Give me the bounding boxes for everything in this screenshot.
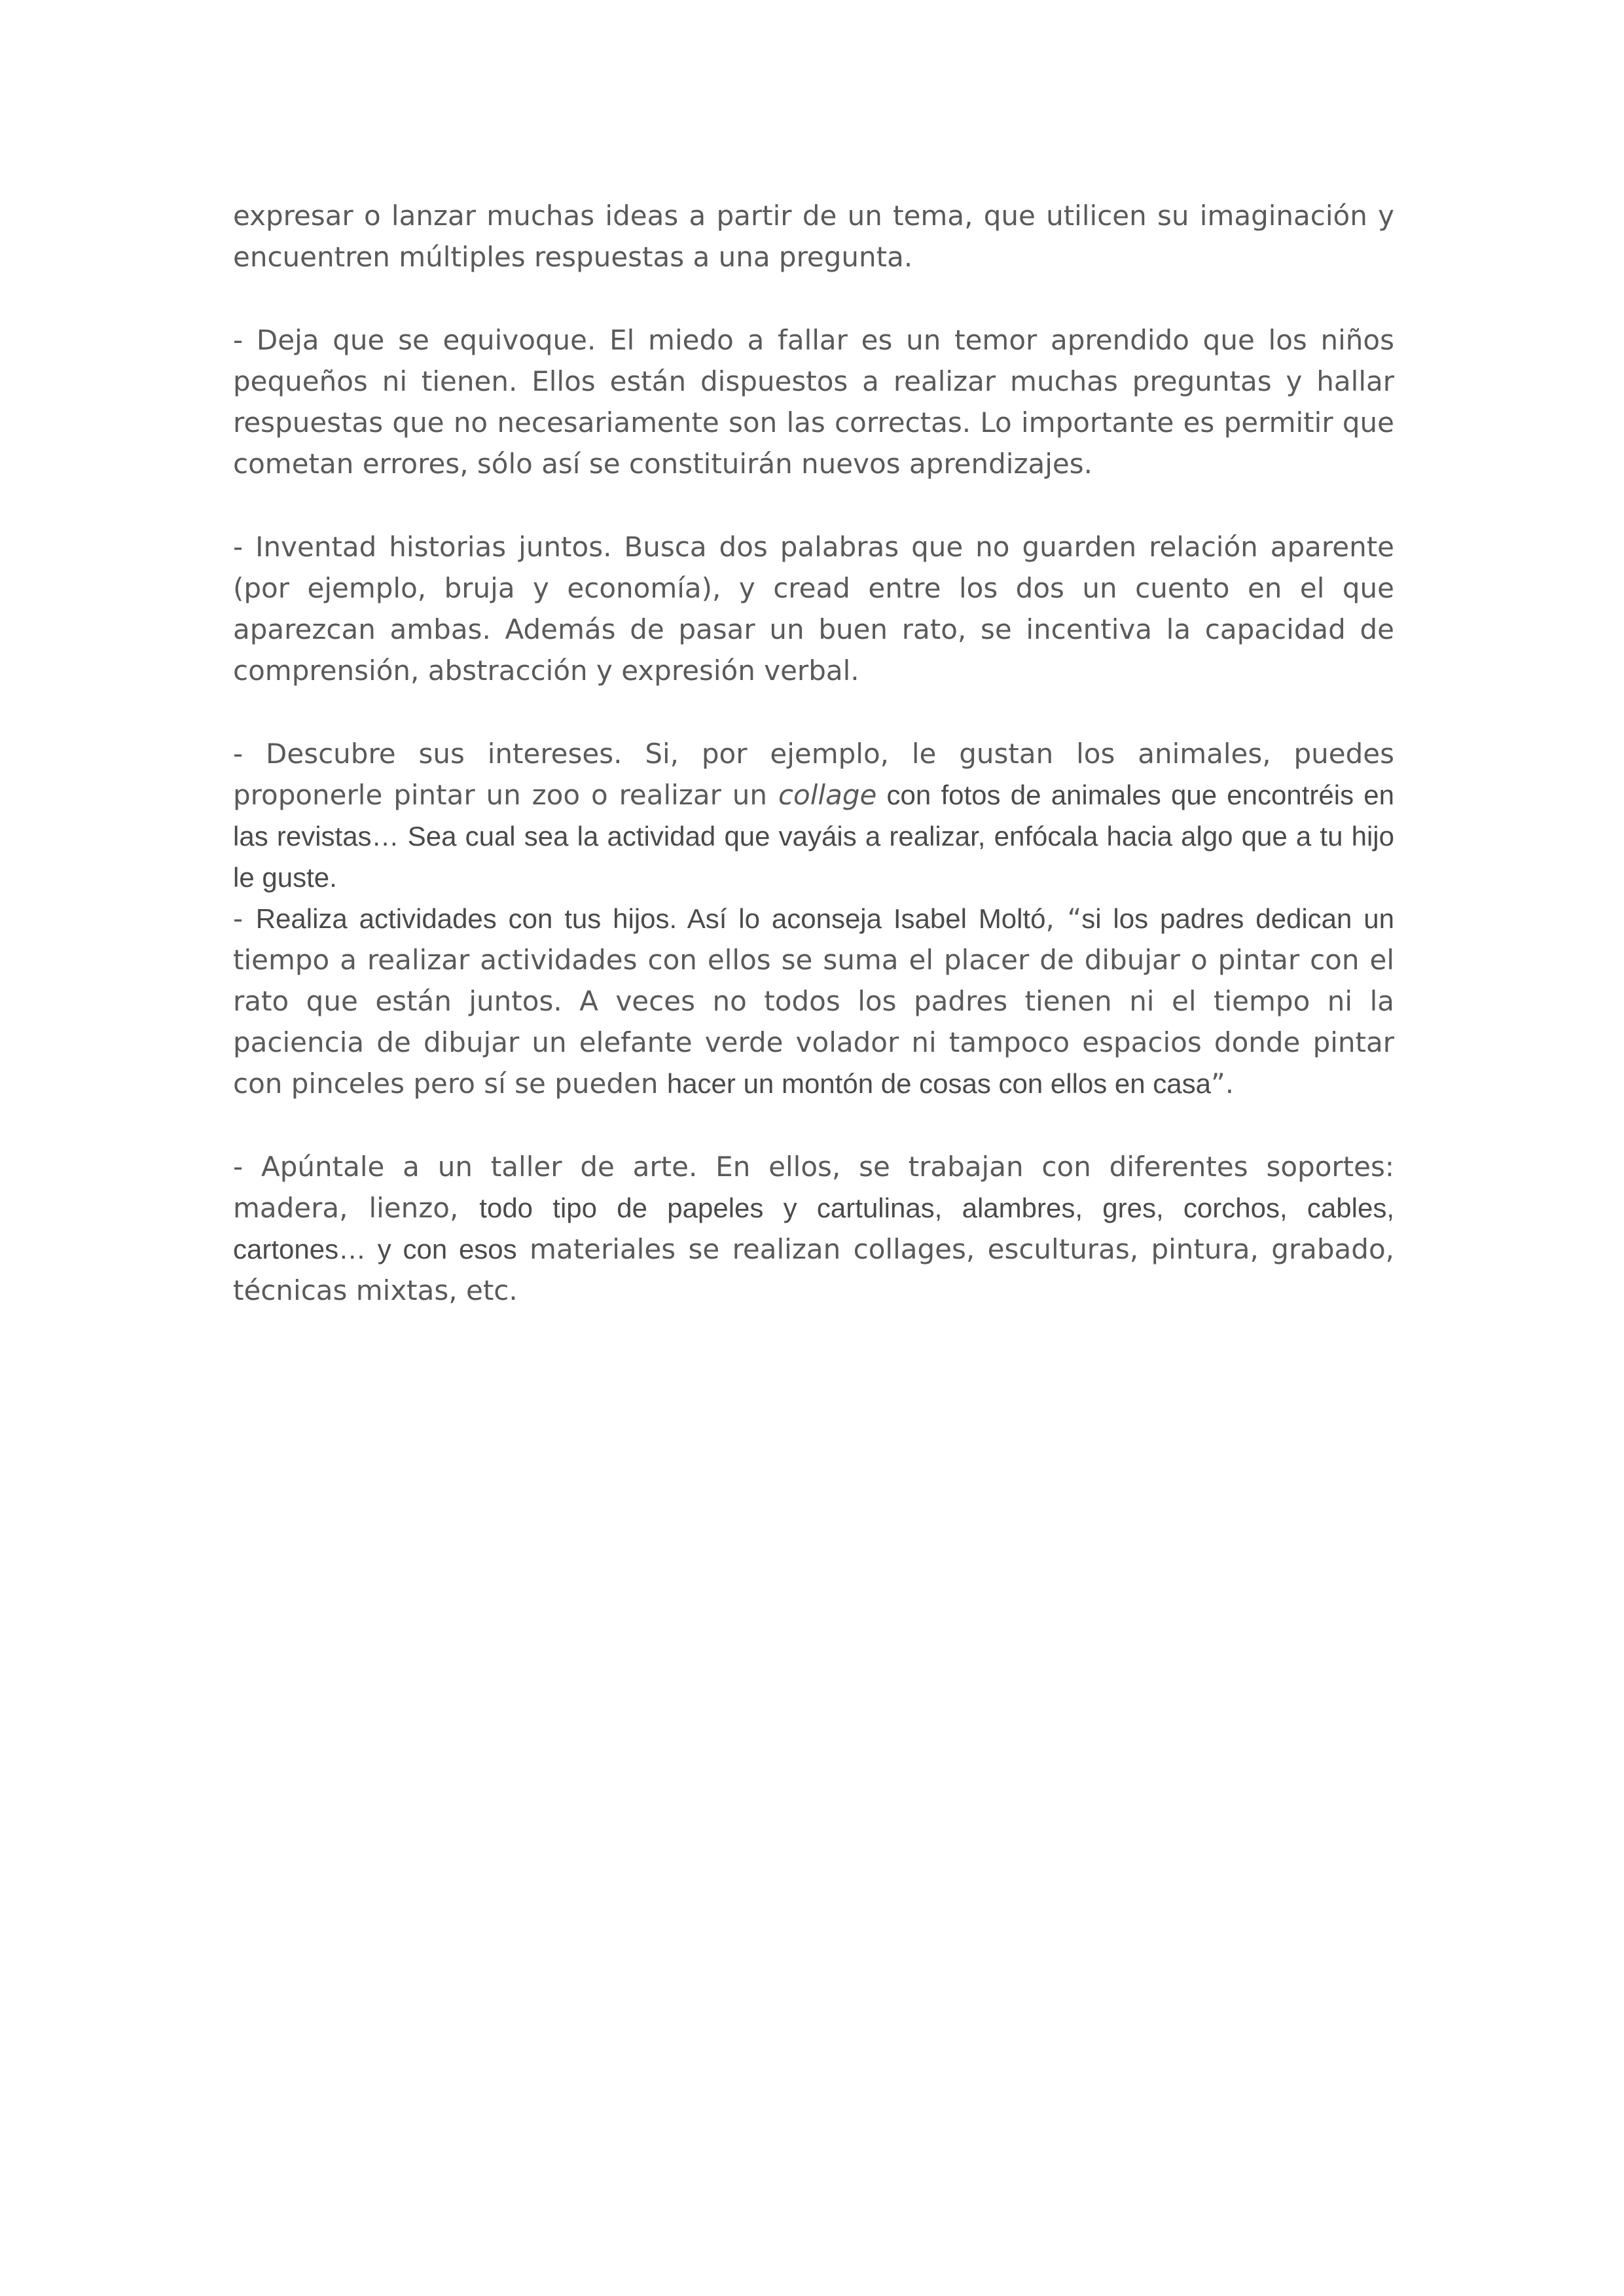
paragraph-text: materiales se realizan collages, esculturas, pintura, grabado, técnicas mixtas, etc. <box>233 1233 1394 1306</box>
document-body <box>233 195 1394 1353</box>
paragraph-text: - Deja que se equivoque. El miedo a fallar es un temor aprendido que los niños pequeños ni tienen. Ellos están dispuestos a realizar muchas preguntas y hallar respuestas que no necesariamente son las correctas. Lo importante es permitir que cometan errores, sólo así se constituirán nuevos aprendizajes. <box>233 324 1394 480</box>
paragraph-let-them-fail <box>233 319 1394 484</box>
paragraph-text: - <box>233 903 256 935</box>
paragraph-activities-with-kids <box>233 898 1394 1104</box>
paragraph-text: ”. <box>1211 1067 1235 1100</box>
paragraph-text: hacer un montón de cosas con ellos en casa <box>666 1068 1212 1099</box>
paragraph-text: - Descubre sus intereses. Si, por ejemplo, le gustan los animales, puedes proponerle pintar un zoo o realizar un <box>233 738 1394 811</box>
paragraph-text: si los padres dedican un <box>1081 903 1394 934</box>
paragraph-text: tiempo a realizar actividades con ellos se suma el placer de dibujar o pintar con el rato que están juntos. A veces no todos los padres tienen ni el tiempo ni la paciencia de dibujar un elefante verde volador ni tampoco espacios donde pintar con pinceles pero sí se pueden <box>233 944 1394 1100</box>
paragraph-invent-stories <box>233 526 1394 691</box>
paragraph-text: - Apúntale a un taller de arte. En ellos, se trabajan con diferentes soportes: madera, lienzo, <box>233 1151 1394 1224</box>
paragraph-text: expresar o lanzar muchas ideas a partir de un tema, que utilicen su imaginación y encuentren múltiples respuestas a una pregunta. <box>233 200 1394 273</box>
paragraph-text: - Inventad historias juntos. Busca dos palabras que no guarden relación aparente (por ejemplo, bruja y economía), y cread entre los dos un cuento en el que aparezcan ambas. Además de pasar un buen rato, se incentiva la capacidad de comprensión, abstracción y expresión verbal. <box>233 531 1394 687</box>
paragraph-art-workshop <box>233 1146 1394 1311</box>
paragraph-text: con fotos de animales que encontréis en las revistas… Sea cual sea la actividad que vayáis a realizar, enfócala hacia algo que a tu hijo le guste. <box>233 780 1395 893</box>
paragraph-text: Realiza actividades con tus hijos. Así lo aconseja Isabel Moltó <box>255 903 1046 934</box>
paragraph-italic-term: collage <box>778 779 877 811</box>
paragraph-text: todo tipo de papeles y cartulinas, alambres, gres, corchos, cables, cartones… y con esos <box>233 1193 1394 1265</box>
paragraph-discover-interests <box>233 733 1394 898</box>
paragraph-text: , “ <box>1045 903 1082 935</box>
paragraph-imagination <box>233 195 1394 278</box>
